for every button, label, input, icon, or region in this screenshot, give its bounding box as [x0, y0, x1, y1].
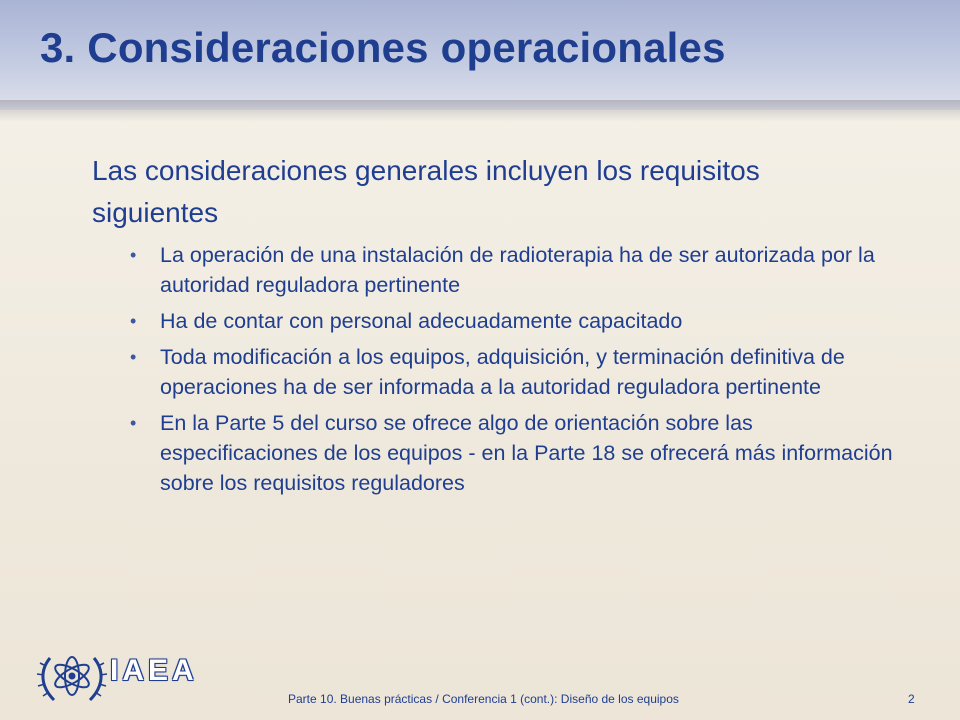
bullet-icon: • [130, 311, 137, 331]
bullet-text: Ha de contar con personal adecuadamente capacitado [160, 309, 683, 333]
title-band-shadow [0, 100, 960, 122]
iaea-logo-text: IAEA [110, 654, 198, 687]
bullet-text: Toda modificación a los equipos, adquisición, y terminación definitiva de operaciones ha de ser informada a la autoridad reguladora pertinente [160, 345, 845, 399]
bullet-item [130, 408, 910, 498]
bullet-icon: • [130, 413, 137, 433]
intro-text: Las consideraciones generales incluyen los requisitos siguientes [92, 155, 760, 228]
bullet-item [130, 240, 910, 300]
bullet-text: En la Parte 5 del curso se ofrece algo de orientación sobre las especificaciones de los equipos - en la Parte 18 se ofrecerá más información sobre los requisitos reguladores [160, 411, 893, 495]
bullet-icon: • [130, 245, 137, 265]
bullet-item [130, 342, 910, 402]
bullet-item [130, 306, 910, 336]
bullet-list [130, 240, 910, 504]
slide-title: 3. Consideraciones operacionales [40, 24, 726, 71]
bullet-text: La operación de una instalación de radioterapia ha de ser autorizada por la autoridad reguladora pertinente [160, 243, 875, 297]
bullet-icon: • [130, 347, 137, 367]
footer-text: Parte 10. Buenas prácticas / Conferencia 1 (cont.): Diseño de los equipos [288, 692, 679, 706]
page-number: 2 [908, 692, 915, 706]
